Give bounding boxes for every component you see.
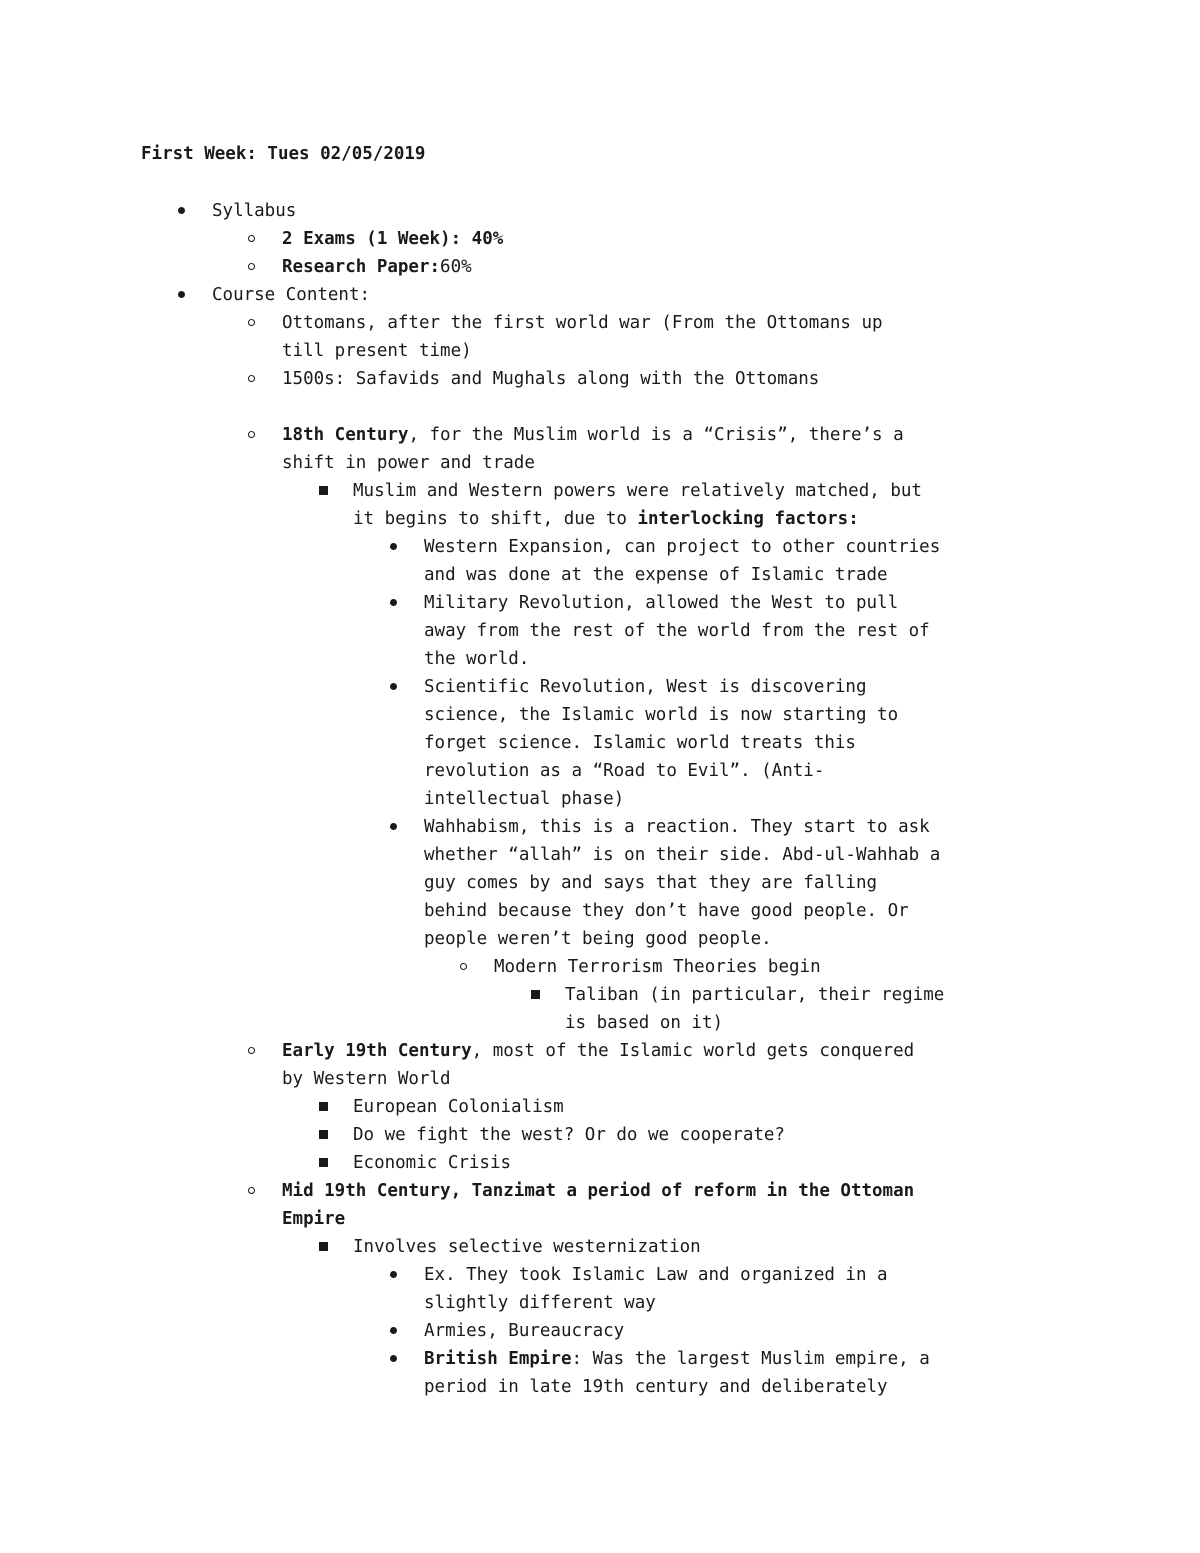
list-item	[0, 1149, 1200, 1177]
list-item	[0, 1261, 1200, 1317]
list-item-text: 2 Exams (1 Week): 40%	[282, 229, 504, 249]
list-item	[0, 1345, 1200, 1401]
list-item-text: Mid 19th Century, Tanzimat a period of reform in the Ottoman Empire	[282, 1181, 915, 1229]
list-item-text: Ottomans, after the first world war (From the Ottomans up till present time)	[282, 313, 883, 361]
list-item	[0, 281, 1200, 309]
list-item	[0, 253, 1200, 281]
list-item-text: Research Paper:60%	[282, 257, 472, 277]
list-item	[0, 589, 1200, 673]
list-item-text: British Empire: Was the largest Muslim empire, a period in late 19th century and deliberately	[424, 1349, 930, 1397]
list-item-text: Wahhabism, this is a reaction. They start to ask whether “allah” is on their side. Abd-ul-Wahhab a guy comes by and says that they are falling behind because they don’t have good people. Or people weren’t being good people.	[424, 817, 941, 949]
list-item	[0, 197, 1200, 225]
blank-line	[0, 393, 1200, 421]
list-item	[0, 1233, 1200, 1261]
list-item-text: Military Revolution, allowed the West to pull away from the rest of the world from the rest of the world.	[424, 593, 930, 669]
page-title: First Week: Tues 02/05/2019	[141, 144, 426, 164]
list-item-text: 18th Century, for the Muslim world is a “Crisis”, there’s a shift in power and trade	[282, 425, 904, 473]
list-item	[0, 477, 1200, 533]
list-item	[0, 981, 1200, 1037]
list-item-text: Ex. They took Islamic Law and organized in a slightly different way	[424, 1265, 888, 1313]
list-item-text: European Colonialism	[353, 1097, 564, 1117]
list-item	[0, 953, 1200, 981]
list-item	[0, 421, 1200, 477]
list-item-text: 1500s: Safavids and Mughals along with the Ottomans	[282, 369, 820, 389]
list-item-text: Do we fight the west? Or do we cooperate?	[353, 1125, 785, 1145]
list-item	[0, 1093, 1200, 1121]
list-item	[0, 673, 1200, 813]
list-item-text: Scientific Revolution, West is discovering science, the Islamic world is now starting to forget science. Islamic world treats this revolution as a “Road to Evil”. (Anti- intellectual phase)	[424, 677, 899, 809]
list-item-text: Early 19th Century, most of the Islamic world gets conquered by Western World	[282, 1041, 915, 1089]
list-item-text: Economic Crisis	[353, 1153, 512, 1173]
list-item	[0, 1121, 1200, 1149]
list-item	[0, 225, 1200, 253]
list-item-text: Course Content:	[212, 285, 371, 305]
list-item-text: Taliban (in particular, their regime is based on it)	[565, 985, 945, 1033]
list-item	[0, 533, 1200, 589]
notes-outline	[0, 197, 1200, 1401]
list-item	[0, 813, 1200, 953]
list-item-text: Involves selective westernization	[353, 1237, 701, 1257]
list-item-text: Modern Terrorism Theories begin	[494, 957, 821, 977]
list-item	[0, 1317, 1200, 1345]
list-item	[0, 365, 1200, 393]
list-item	[0, 1177, 1200, 1233]
list-item-text: Muslim and Western powers were relatively matched, but it begins to shift, due to interlocking factors:	[353, 481, 922, 529]
list-item	[0, 309, 1200, 365]
list-item	[0, 1037, 1200, 1093]
list-item-text: Western Expansion, can project to other countries and was done at the expense of Islamic trade	[424, 537, 941, 585]
list-item-text: Armies, Bureaucracy	[424, 1321, 625, 1341]
list-item-text: Syllabus	[212, 201, 297, 221]
